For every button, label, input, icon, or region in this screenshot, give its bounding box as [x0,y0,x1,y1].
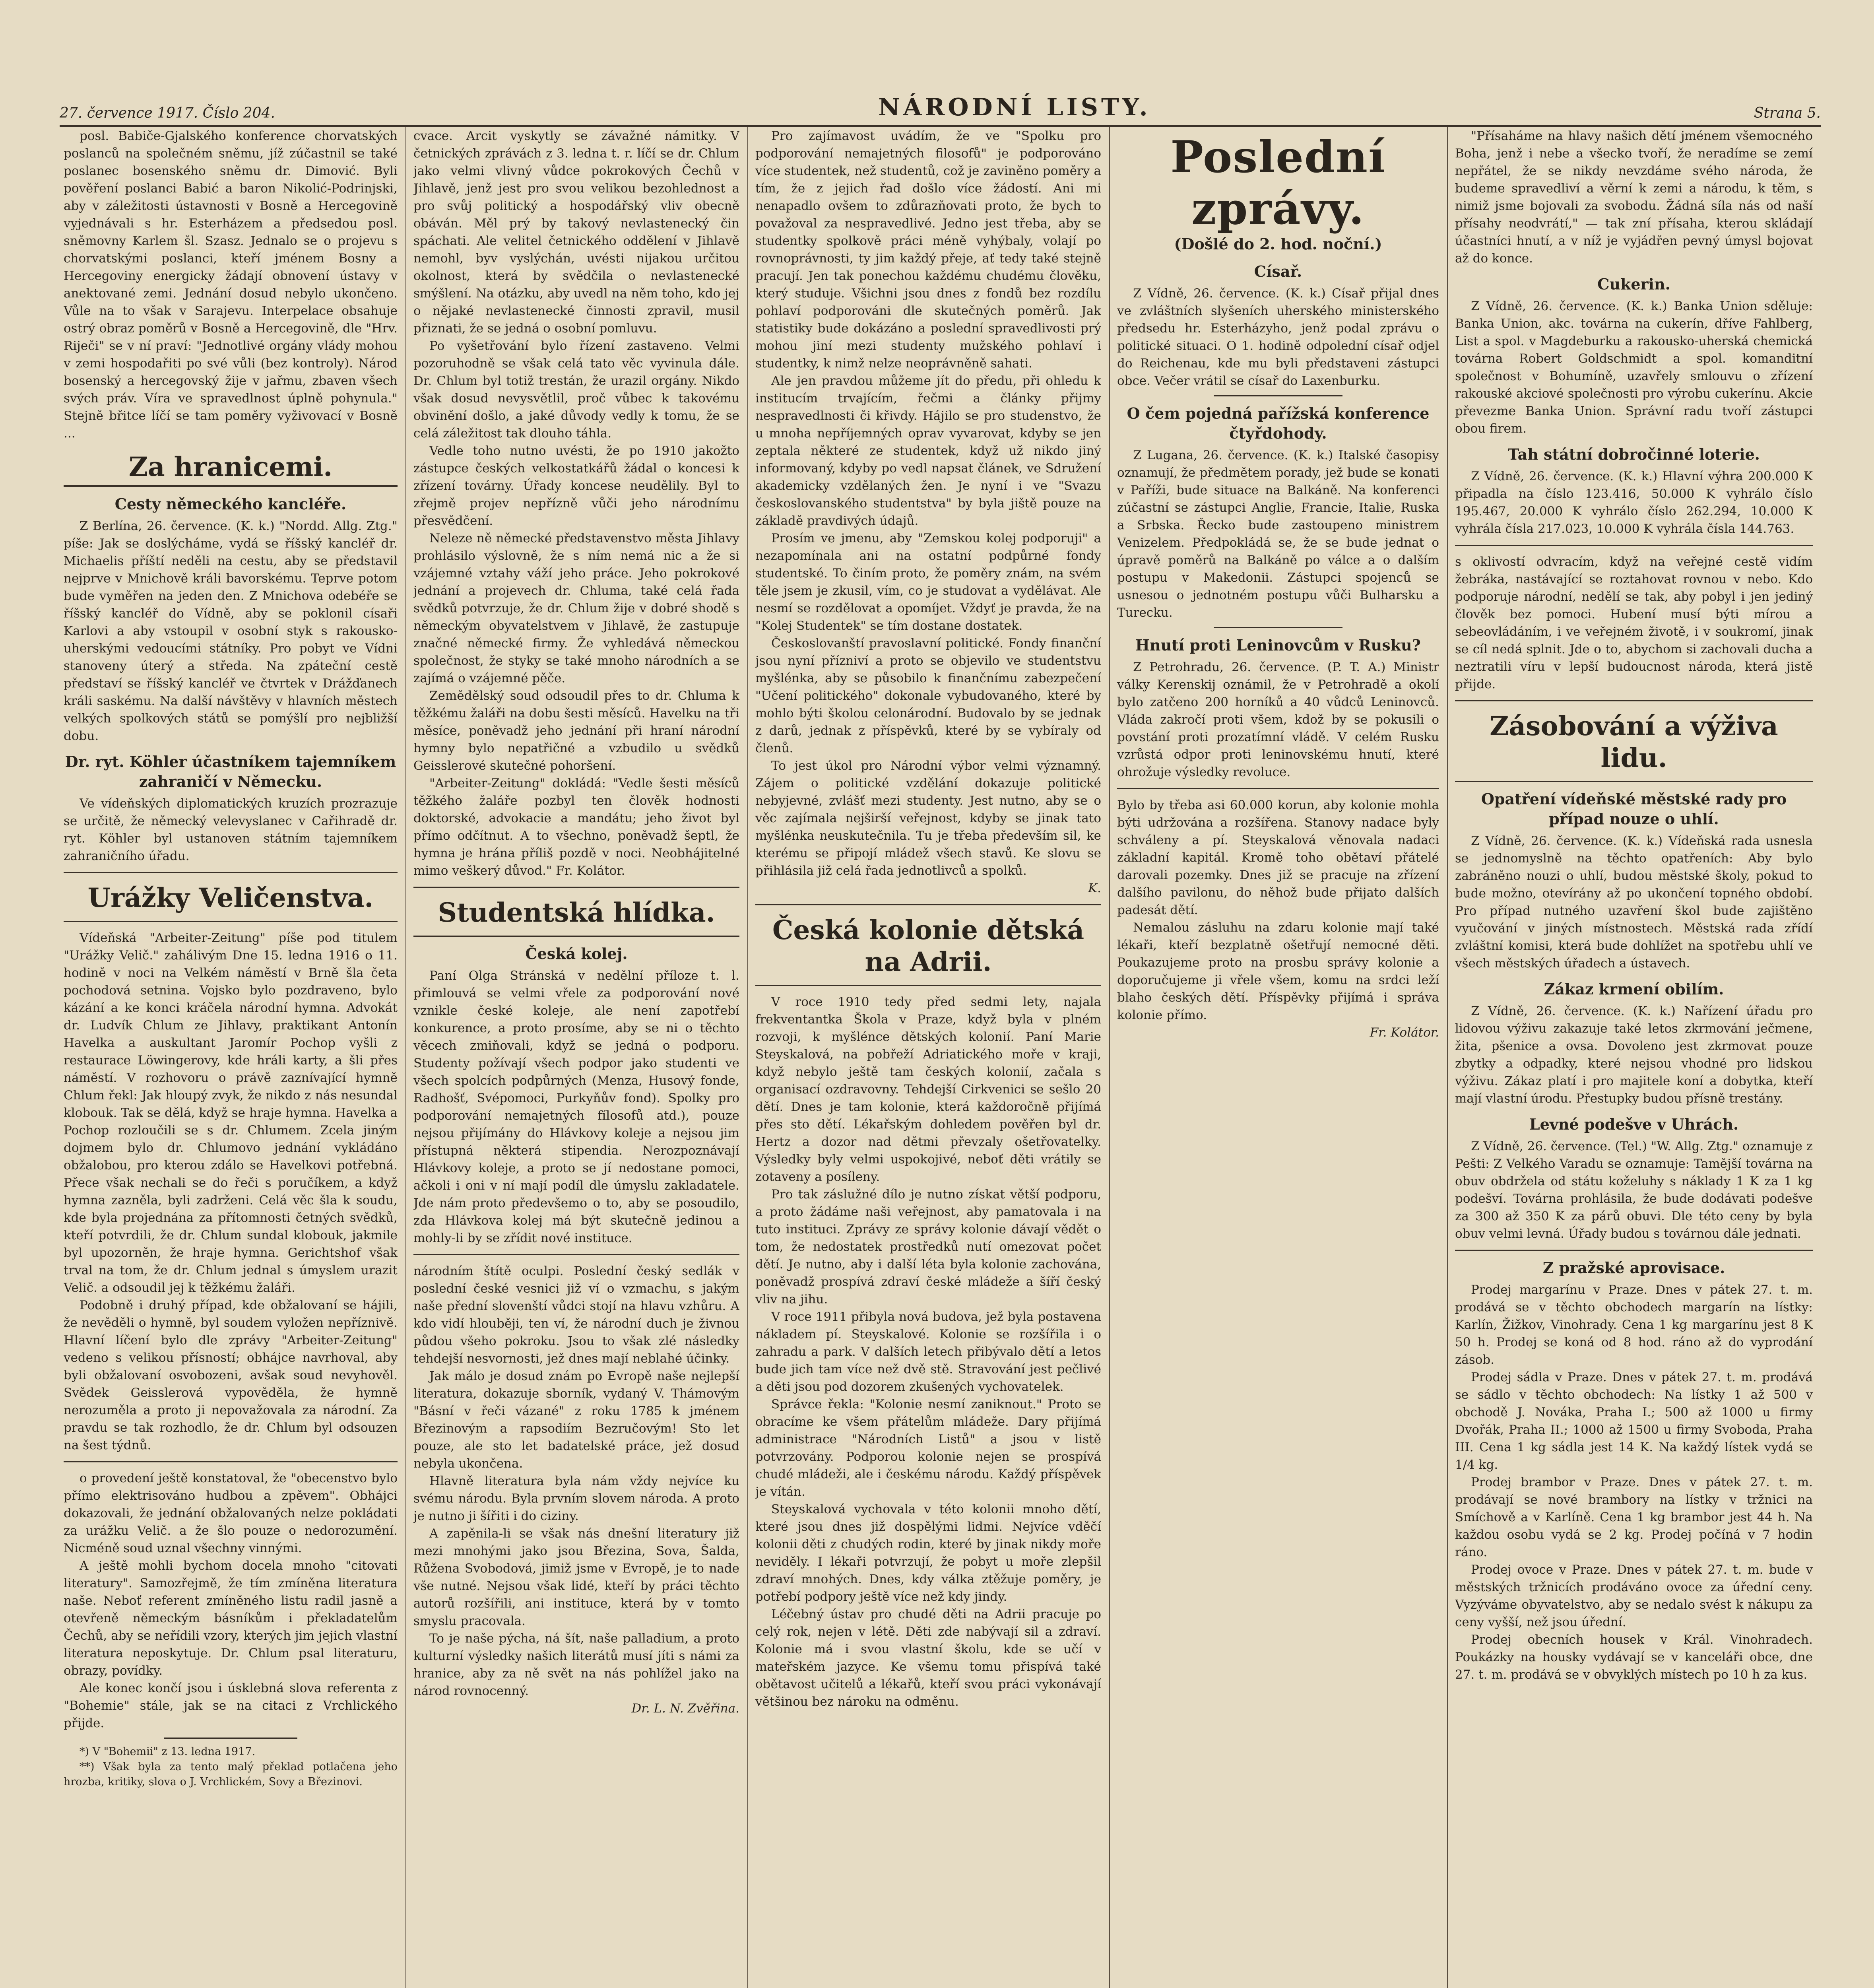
signature: K. [1088,881,1101,895]
section-rule [1214,395,1342,396]
article-paragraph: Z Vídně, 26. července. (Tel.) "W. Allg. Ztg." oznamuje z Pešti: Z Velkého Varadu se oznamuje: Tamější továrna na obuv obdržela od státu koželuhy s náklady 1 K za 1 kg podešví. Továrna prohlásila, že bude dodávati podešve za 300 až 350 K za párů obuvi. Dle této ceny by byla obuv velmi levná. Úřady budou s továrnou dále jednati. [1455,1139,1813,1241]
article-paragraph: Prosím ve jmenu, aby "Zemskou kolej podporuji" a nezapomínala ani na ostatní podpůrné fondy studentské. To činím proto, že poměry znám, na svém těle jsem je zkusil, vím, co je studovat a vydělávat. Ale nesmí se rozdělovat a opomíjet. Vždyť je pravda, že na "Kolej Studentek" se tím dostane dostatek. [755,531,1101,633]
article-paragraph: Z Berlína, 26. července. (K. k.) "Nordd. Allg. Ztg." píše: Jak se doslýcháme, vydá se říšský kancléř dr. Michaelis příští neděli na cestu, aby se představil nejprve v Mnichově králi bavorskému. Teprve potom bude vyměřen na jeden den. Z Mnichova odebéře se říšský kancléř do Vídně, aby se poklonil císaři Karlovi a aby vstoupil v osobní styk s rakousko-uherskými vedoucími státníky. Pro pobyt ve Vídni stanoveny úterý a středa. Na zpáteční cestě představí se říšský kancléř ve čtvrtek v Drážďanech králi saskému. Na další návštěvy v hlavních městech velkých spolkových států se pomýšlí pro nejbližší dobu. [64,519,398,743]
column-3 [755,127,1101,1988]
article-paragraph: Prodej ovoce v Praze. Dnes v pátek 27. t. m. bude v městských tržnicích prodáváno ovoce za úřední ceny. Vyzýváme obyvatelstvo, aby se nedalo svést k nákupu za ceny vyšší, než jsou úřední. [1455,1563,1813,1629]
article-paragraph: Léčebný ústav pro chudé děti na Adrii pracuje po celý rok, nejen v létě. Děti zde nabývají sil a zdraví. Kolonie má i svou vlastní školu, kde se učí v mateřském jazyce. Ke všemu tomu přispívá také obětavost učitelů a lékařů, kteří svou práci vykonávají většinou bez nároku na odměnu. [755,1607,1101,1709]
section-rule [1214,627,1342,628]
section-rule [413,1254,739,1255]
article-paragraph: Z Vídně, 26. července. (K. k.) Nařízení úřadu pro lidovou výživu zakazuje také letos zkrmování ječmene, žita, pšenice a ovsa. Dovoleno jest zkrmovat pouze zbytky a odpadky, které nejsou vhodné pro lidskou výživu. Zákaz platí i pro majitele koní a dobytka, kteří mají vlastní úrodu. Přestupky budou přísně trestány. [1455,1004,1813,1106]
article-paragraph: Hlavně literatura byla nám vždy nejvíce ku svému národu. Byla prvním slovem národa. A proto je nutno ji šířiti i do ciziny. [413,1474,739,1523]
article-paragraph: národním štítě oculpi. Poslední český sedlák v poslední české vesnici již ví o vzmachu, s jakým naše přední slovenští vůdci stojí na hlavu vzhůru. A kdo vidí hlouběji, ten ví, že národní duch je živnou půdou všeho pokroku. Jsou to však zlé následky tehdejší nesvornosti, jež dnes mají neblahé účinky. [413,1264,739,1366]
article-paragraph: Z Vídně, 26. července. (K. k.) Hlavní výhra 200.000 K připadla na číslo 123.416, 50.000 K vyhrálo číslo 195.467, 20.000 K vyhrálo číslo 262.294, 10.000 K vyhrála čísla 217.023, 10.000 K vyhrála čísla 144.763. [1455,469,1813,536]
page-header [60,85,1821,127]
column-divider [1109,127,1110,1988]
column-4 [1117,127,1439,1988]
column-2 [413,127,739,1988]
column-divider [1447,127,1448,1988]
article-heading: Císař. [1254,262,1302,280]
footnote: **) Však byla za tento malý překlad potlačena jeho hrozba, kritiky, slova o J. Vrchlickém, Sovy a Březinovi. [64,1761,398,1788]
article-heading: Levné podešve v Uhrách. [1529,1115,1739,1133]
section-title-abroad: Za hranicemi. [64,451,398,487]
section-title-student: Studentská hlídka. [438,897,715,928]
article-paragraph: cvace. Arcit vyskytly se závažné námitky. V četnických zprávách z 3. ledna t. r. líčí se dr. Chlum jako velmi vlivný vůdce pokrokových Čechů v Jihlavě, jenž jest pro svou velikou bezohlednost a pro svůj politický a hospodářský vliv obecně obáván. Měl prý by takový nevlastenecký čin spáchati. Ale velitel četnického oddělení v Jihlavě nemohl, byv vyslýchán, uvésti nijakou určitou okolnost, která by svědčila o nevlastenecké smýšlení. Na otázku, aby uvedl na něm toho, kdo jej o nějaké nevlastenecké činnosti zpravil, musil přiznati, že se jedná o osobní pomluvu. [413,129,739,336]
article-paragraph: Neleze ně německé představenstvo města Jihlavy prohlásilo výslovně, že s ním nemá nic a že si vzájemné vztahy váží jeho práce. Jeho pokrokové jednání a projevech dr. Chluma, také celá řada svědků potvrzuje, že dr. Chlum žije v dobré shodě s německým obyvatelstvem v Jihlavě, že zastupuje značné německé firmy. Že vyhledává německou společnost, že styky se také mnoho národních a se zajímá o vzájemné pěče. [413,531,739,685]
article-paragraph: Ale jen pravdou můžeme jít do předu, při ohledu k institucím trvajícím, řečmi a články přijmy nespravedlnosti či křivdy. Hájilo se pro studenstvo, že u mnoha nepříjemných oprav vyvarovat, kdyby se jen zeptala některé ze studentek, když už nikdo jiný informovaný, kdyby po vedl napsat článek, ve Sdružení akademicky vzdělaných žen. Je nyní i ve "Svazu českoslovanského studentstva" by byla jiště pouze na základě pravdivých údajů. [755,374,1101,528]
article-paragraph: Z Vídně, 26. července. (K. k.) Banka Union sděluje: Banka Union, akc. továrna na cukerín, dříve Fahlberg, List a spol. v Magdeburku a rakousko-uherská chemická továrna Robert Goldschmidt a spol. komanditní společnost v Bohumíně, uzavřely smlouvu o zřízení rakouské akciové společnosti pro výrobu cukerínu. Akcie převezme Banka Union. Správní radu tvoří zástupci obou firem. [1455,299,1813,436]
latest-news-subtitle: (Došlé do 2. hod. noční.) [1174,235,1382,253]
article-paragraph: Prodej obecních housek v Král. Vinohradech. Poukázky na housky vydávají se v kanceláři obce, dne 27. t. m. prodává se v obvyklých místech po 10 h za kus. [1455,1633,1813,1682]
article-paragraph: Bylo by třeba asi 60.000 korun, aby kolonie mohla býti udržována a rozšířena. Stanovy nadace byly schváleny a pí. Steyskalová věnovala nadaci základní kapitál. Kromě toho obětaví přátelé darovali pozemky. Dnes již se pracuje na zřízení dalšího pavilonu, do něhož bude přijato dalších padesát dětí. [1117,798,1439,917]
section-title-lese-majeste: Urážky Veličenstva. [87,882,374,913]
article-paragraph: Z Petrohradu, 26. července. (P. T. A.) Ministr války Kerenskij oznámil, že v Petrohradě a okolí bylo zatčeno 200 horníků a 40 vůdců Leninovců. Vláda zakročí proti všem, kdož by se pokusili o povstání proti prozatímní vládě. V celém Rusku vzrůstá odpor proti leninovskému hnutí, které ohrožuje výsledky revoluce. [1117,660,1439,779]
article-heading: Cukerin. [1597,275,1670,293]
article-paragraph: Steyskalová vychovala v této kolonii mnoho dětí, které jsou dnes již dospělými lidmi. Nejvíce vděčí kolonii děti z chudých rodin, které by jinak nikdy moře neviděly. I lékaři potvrzují, že pobyt u moře zlepšil zdraví mnohých. Dnes, kdy válka ztěžuje poměry, je potřebí podpory ještě více než kdy jindy. [755,1502,1101,1604]
section-rule [1455,545,1813,546]
article-paragraph: posl. Babiče-Gjalského konference chorvatských poslanců na společném sněmu, jíž zúčastnil se také poslanec bosenského sněmu dr. Dimović. Byli pověření poslanci Babić a baron Nikolić-Podrinjski, aby v záležitosti ústavnosti v Bosně a Hercegovině vyjednávali s hr. Esterházem a předsedou posl. sněmovny Karlem šl. Szasz. Jednalo se o projevu s chorvatskými poslanci, kteří jménem Bosny a Hercegoviny energicky žádají obnovení ústavy v anektované zemi. Jednání dosud nebylo ukončeno. Vůle na to však v Sarajevu. Interpelace obsahuje ostrý obraz poměrů v Bosně a Hercegovině, dle "Hrv. Riječi" se v ní praví: "Jednotlivé orgány vlády mohou v zemi hospodařiti po své vůli (bez kontroly). Národ bosenský a hercegovský žije v jařmu, zbaven všech svých práv. Víra ve spravedlnost úplně pohynula." Stejně břitce líčí se tam poměry vyživovací v Bosně ... [64,129,398,441]
section-rule [755,904,1101,905]
article-paragraph: Z Lugana, 26. července. (K. k.) Italské časopisy oznamují, že předmětem porady, jež bude se konati v Paříži, bude situace na Balkáně. Na konferenci zúčastní se zástupci Anglie, Francie, Italie, Ruska a Srbska. Řecko bude zastoupeno ministrem Venizelem. Předpokládá se, že se bude jednat o úpravě poměrů na Balkáně po válce a o dalším postupu v Makedonii. Zástupci spojenců se usnesou o jednotném postupu vůči Bulharsku a Turecku. [1117,448,1439,620]
article-paragraph: Českoslovanští pravoslavní politické. Fondy finanční jsou nyní přízniví a proto se objevilo ve studentstvu myšlénka, aby se působilo k finančnímu zabezpečení "Učení politického" dokonale vybudovaného, které by mohlo býti školou celonárodní. Budovalo by se jednak z darů, jednak z příspěvků, které by se vybíraly od členů. [755,636,1101,755]
article-heading: Hnutí proti Leninovcům v Rusku? [1135,636,1421,654]
column-1 [64,127,398,1988]
article-paragraph: Z Vídně, 26. července. (K. k.) Císař přijal dnes ve zvláštních slyšeních uherského ministerského předsedu hr. Esterházyho, jenž podal zprávu o politické situaci. O 1. hodině odpolední císař odjel do Reichenau, kde mu byli představeni zástupci obce. Večer vrátil se císař do Laxenburku. [1117,286,1439,388]
article-paragraph: Zemědělský soud odsoudil přes to dr. Chluma k těžkému žaláři na dobu šesti měsíců. Havelku na tři měsíce, poněvadž jeho jednání při hraní národní hymny bylo nepatřičné a vzbudilo u svědků Geisslerové skutečné pohoršení. [413,689,739,773]
article-paragraph: Prodej margarínu v Praze. Dnes v pátek 27. t. m. prodává se v těchto obchodech margarín na lístky: Karlín, Žižkov, Vinohrady. Cena 1 kg margarínu jest 8 K 50 h. Prodej se koná od 8 hod. ráno až do vyprodání zásob. [1455,1283,1813,1367]
article-paragraph: Prodej sádla v Praze. Dnes v pátek 27. t. m. prodává se sádlo v těchto obchodech: Na lístky 1 až 500 v obchodě J. Nováka, Praha I.; 500 až 1000 u firmy Dvořák, Praha II.; 1000 až 1500 u firmy Svoboda, Praha III. Cena 1 kg sádla jest 14 K. Na každý lístek vydá se 1/4 kg. [1455,1370,1813,1472]
article-paragraph: A zapěnila-li se však nás dnešní literatury již mezi mnohými jako jsou Březina, Sova, Šalda, Růžena Svobodová, jimiž jsme v Evropě, je to nade vše nutné. Nejsou však lidé, kteří by práci těchto autorů rozšířili, ani instituce, která by v tomto smyslu pracovala. [413,1526,739,1628]
section-title-provisioning: Z pražské aprovisace. [1542,1259,1725,1277]
article-paragraph: Pro tak záslužné dílo je nutno získat větší podporu, a proto žádáme naši veřejnost, aby pamatovala i na tuto instituci. Zprávy ze správy kolonie dávají vědět o tom, že nedostatek prostředků nutí omezovat počet dětí. Je nutno, aby i další léta byla kolonie zachována, poněvadž prospívá zdraví české mládeže a šíří český vliv na jihu. [755,1187,1101,1307]
section-rule [1455,700,1813,701]
article-paragraph: Jak málo je dosud znám po Evropě naše nejlepší literatura, dokazuje sborník, vydaný V. Thámovým "Básní v řeči vázané" z roku 1785 k jménem Březinovým a rapsodiím Bezručovým! Sto let pouze, ale sto let badatelské práce, jež dosud nebyla ukončena. [413,1369,739,1471]
article-paragraph: Podobně i druhý případ, kde obžalovaní se hájili, že nevěděli o hymně, byl soudem vyložen nepříznivě. Hlavní líčení bylo dle zprávy "Arbeiter-Zeitung" vedeno s velikou přísností; obhájce navrhoval, aby byli obžalovaní osvobozeni, avšak soud nevyhověl. Svědek Geisslerová vypověděla, že hymně nerozuměla a proto ji nepovažovala za národní. Za pravdu se tak rozhodlo, že dr. Chlum byl odsouzen na šest týdnů. [64,1298,398,1452]
article-paragraph: A ještě mohli bychom docela mnoho "citovati literatury". Samozřejmě, že tím zmíněna literatura naše. Neboť referent zmíněného listu radil jasně a otevřeně německým básníkům i překladatelům Čechů, aby se neřídili vzory, kterých jim jejich vlastní literatura neposkytuje. Dr. Chlum psal literaturu, obrazy, povídky. [64,1559,398,1678]
article-paragraph: Vídeňská "Arbeiter-Zeitung" píše pod titulem "Urážky Velič." zahálivým Dne 15. ledna 1916 o 11. hodině v noci na Velkém náměstí v Brně šla četa pochodová setnina. Vojsko bylo pozdraveno, bylo kázání a ke konci kráčela národní hymna. Advokát dr. Ludvík Chlum ze Jihlavy, praktikant Antonín Havelka a auskultant Jaromír Pochop vyšli z restaurace Löwingerovy, kde hráli karty, a šli přes náměstí. V rozhovoru o právě zaznívající hymně Chlum řekl: Jak hloupý zvyk, že nikdo z nás nesundal klobouk. Tak se dělá, když se hraje hymna. Havelka a Pochop rozloučili se s dr. Chlumem. Zcela jiným dojmem bylo dr. Chlumovo jednání vykládáno obžalobou, pro kterou zdálo se Havelkovi potřebná. Přece však nechali se do řeči s poručíkem, a když hymna zazněla, byli zadrženi. Celá věc šla k soudu, kde byla projednána za přítomnosti četných svědků, kteří potvrdili, že dr. Chlum sundal klobouk, jakmile byl upozorněn, že hraje hymna. Gerichtshof však trval na tom, že dr. Chlum jednal s úmyslem urazit Velič. a odsoudil jej k těžkému žaláři. [64,931,398,1295]
section-rule [1455,1250,1813,1251]
article-paragraph: Z Vídně, 26. července. (K. k.) Vídeňská rada usnesla se jednomyslně na těchto opatřeních: Aby bylo zabráněno nouzi o uhlí, budou městské školy, pokud to bude možno, otevírány až po ukončení topného období. Pro případ nutného uzavření škol bude zajištěno vyučování v jiných místnostech. Městská rada zřídí zvláštní komisi, která bude dohlížet na spotřebu uhlí ve všech městských úřadech a ústavech. [1455,834,1813,971]
section-title-colony: Česká kolonie dětská na Adrii. [772,914,1084,977]
section-rule [64,1461,398,1462]
article-paragraph: s oklivostí odvracím, když na veřejné cestě vidím žebráka, nastávající se roztahovat rovnou v nebo. Kdo podporuje národní, nedělí se tak, aby pobyl i jen jediný člověk bez pomoci. Hubení musí býti mírou a sebeovládáním, i ve veřejném životě, i v soukromí, jinak se cíl nedá splnit. Jde o to, abychom si zachovali ducha a neztratili víru v lepší budoucnost národa, která jistě přijde. [1455,555,1813,691]
section-rule [413,936,739,937]
article-heading: Dr. ryt. Köhler účastníkem tajemníkem zahraničí v Německu. [65,753,396,790]
section-rule [413,887,739,888]
section-rule [1117,788,1439,789]
article-paragraph: "Přísaháme na hlavy našich dětí jménem všemocného Boha, jenž i nebe a všecko tvoří, že neradíme se zemí nepřátel, že se nikdy nevzdáme svého národa, že budeme spravedliví a věrní k zemi a národu, k těm, s nimiž jsme bojovali za svobodu. Žádná síla nás od naší přísahy neodvrátí," — tak zní přísaha, kterou skládají účastníci hnutí, a v níž je vyjádřen pevný úmysl bojovat až do konce. [1455,129,1813,266]
article-paragraph: Ale konec končí jsou i úsklebná slova referenta z "Bohemie" stále, jak se na citaci z Vrchlického přijde. [64,1681,398,1730]
issue-date: 27. července 1917. Číslo 204. [60,105,275,121]
column-divider [747,127,748,1988]
section-rule [64,872,398,873]
article-paragraph: Pro zajímavost uvádím, že ve "Spolku pro podporování nemajetných filosofů" je podporováno více studentek, než studentů, což je zaviněno poměry a tím, že z jejich řad došlo více žádostí. Ani mi nenapadlo ovšem to zdůrazňovati proto, že bych to považoval za nespravedlivé. Jedno jest třeba, aby se studentky spolkově práci méně vyhýbaly, volají po rovnoprávnosti, ty jim každý přeje, ať tedy také stejně pracují. Jen tak ponechou každému chudému člověku, který studuje. Všichni jsou dnes z fondů bez rozdílu pohlaví podporováni dle skutečných poměrů. Jak statistiky bude dokázáno a poslední spravedlivosti prý mohou jiní mezi studenty mužského pohlaví i studentky, k nimž nelze neoprávněně sahati. [755,129,1101,371]
article-heading: Tah státní dobročinné loterie. [1508,445,1760,463]
article-paragraph: Nemalou zásluhu na zdaru kolonie mají také lékaři, kteří bezplatně ošetřují nemocné děti. Poukazujeme proto na prosbu správy kolonie a doporučujeme ji vřele všem, komu na srdci leží blaho českých dětí. Příspěvky přijímá i správa kolonie přímo. [1117,920,1439,1022]
article-paragraph: Po vyšetřování bylo řízení zastaveno. Velmi pozoruhodně se však celá tato věc vyvinula dále. Dr. Chlum byl totiž trestán, že urazil orgány. Nikdo však dosud nevysvětlil, proč vůbec k takovému obvinění došlo, a jaké důvody vedly k tomu, že se celá záležitost tak dlouho táhla. [413,339,739,441]
section-rule [64,921,398,922]
section-rule [1455,781,1813,782]
article-heading: Cesty německého kancléře. [114,495,347,513]
article-paragraph: To jest úkol pro Národní výbor velmi významný. Zájem o politické vzdělání dokazuje politické nebyjevné, zvlášť mezi studenty. Jest nutno, aby se o věc zajímala nejširší veřejnost, kdyby se jinak tato myšlénka neuskutečnila. Tu je třeba především sil, ke kterému se připojí mládež všech stavů. Ke slovu se přihlásila již celá řada jednotlivců a spolků. [755,759,1101,878]
footnote-rule [164,1738,297,1739]
article-paragraph: o provedení ještě konstatoval, že "obecenstvo bylo přímo elektrisováno hudbou a zpěvem". Obhájci dokazovali, že jednání obžalovaných nelze pokládati za urážku Velič. a že šlo pouze o nedorozumění. Nicméně soud uznal všechny vinnými. [64,1471,398,1555]
column-5 [1455,127,1813,1988]
article-paragraph: Správce řekla: "Kolonie nesmí zaniknout." Proto se obracíme ke všem přátelům mládeže. Dary přijímá administrace "Národních Listů" a jsou v listě potvrzovány. Podporou kolonie nejen se prospívá chudé mládeži, ale i českému národu. Každý příspěvek je vítán. [755,1397,1101,1499]
footnote: *) V "Bohemii" z 13. ledna 1917. [80,1745,256,1758]
latest-news-title: Poslední zprávy. [1170,131,1386,234]
column-divider [405,127,406,1988]
signature: Fr. Kolátor. [1370,1025,1439,1040]
section-title-food: Zásobování a výživa lidu. [1490,711,1778,773]
article-paragraph: V roce 1911 přibyla nová budova, jež byla postavena nákladem pí. Steyskalové. Kolonie se rozšířila i o zahradu a park. V dalších letech přibývalo dětí a letos bude jich tam více než dvě stě. Stravování jest pečlivé a děti jsou pod dozorem zkušených vychovatelek. [755,1310,1101,1394]
article-paragraph: Paní Olga Stránská v nedělní příloze t. l. přimlouvá se velmi vřele za podporování nové vznikle české koleje, ale není zapotřebí konkurence, a proto prosíme, aby se ni o těchto věcech zmiňovali, když se jedná o podporu. Studenty požívají všech podpor jako studenti ve všech spolcích podpůrných (Menza, Husový fonde, Radhošť, Svépomoci, Purkyňův fond). Spolky pro podporování nemajetných fílosofů atd.), pouze nejsou přijímány do Hlávkovy koleje a nejsou jim přístupná některá stipendia. Nerozpoznávají Hlávkovy koleje, a proto se jí nedostane pomoci, ačkoli i oni v ní mají podíl dle úmyslu zakladatele. Jde nám proto předevšemo o to, aby se posoudilo, zda Hlávkova kolej má být skutečně jedinou a mohly-li by se zřídit nové instituce. [413,969,739,1245]
article-heading: Zákaz krmení obilím. [1544,980,1724,998]
page-number: Strana 5. [1754,105,1821,121]
signature: Dr. L. N. Zvěřina. [631,1701,739,1716]
article-paragraph: Ve vídeňských diplomatických kruzích prozrazuje se určitě, že německý velevyslanec v Cařihradě dr. ryt. Köhler byl ustanoven státním tajemníkem zahraničního úřadu. [64,796,398,863]
article-heading: Opatření vídeňské městské rady pro případ nouze o uhlí. [1481,790,1787,828]
article-heading: O čem pojedná pařížská konference čtyřdohody. [1127,404,1430,442]
article-paragraph: V roce 1910 tedy před sedmi lety, najala frekventantka Škola v Praze, když byla v plném rozvoji, k myšlénce dětských kolonií. Paní Marie Steyskalová, na pobřeží Adriatického moře v kraji, když nebylo ještě tam českých kolonií, začala s organisací ozdravovny. Tehdejší Cirkvenici se sešlo 20 dětí. Dnes je tam kolonie, která každoročně přijímá přes sto dětí. Lékařským dohledem pověřen byl dr. Hertz a dozor nad dětmi převzaly ošetřovatelky. Výsledky byly velmi uspokojivé, neboť děti vrátily se zotaveny a posíleny. [755,995,1101,1184]
article-paragraph: Prodej brambor v Praze. Dnes v pátek 27. t. m. prodávají se nové brambory na lístky v tržnici na Smíchově a v Karlíně. Cena 1 kg brambor jest 44 h. Na každou osobu vydá se 2 kg. Prodej počíná v 7 hodin ráno. [1455,1475,1813,1559]
article-paragraph: Vedle toho nutno uvésti, že po 1910 jakožto zástupce českých velkostatkářů žádal o koncesi k zřízení továrny. Úřady koncese neudělily. Byl to zřejmě projev nepřízně vůči jeho národnímu přesvědčení. [413,444,739,528]
article-paragraph: "Arbeiter-Zeitung" dokládá: "Vedle šesti měsíců těžkého žaláře pozbyl ten člověk hodnosti doktorské, advokacie a mandátu; jeho život byl přímo odčítnut. A to všechno, poněvadž šeptl, že hymna je hrána příliš pozdě v noci. Neobhájitelné mimo veškerý důvod." Fr. Kolátor. [413,776,739,878]
article-paragraph: To je naše pýcha, ná šít, naše palladium, a proto kulturní výsledky našich literátů musí jíti s námi za hranice, aby za ně svět na nás pohlížel jako na národ rovnocenný. [413,1631,739,1698]
article-heading: Česká kolej. [525,945,628,963]
masthead: NÁRODNÍ LISTY. [878,93,1151,121]
section-rule [755,985,1101,986]
